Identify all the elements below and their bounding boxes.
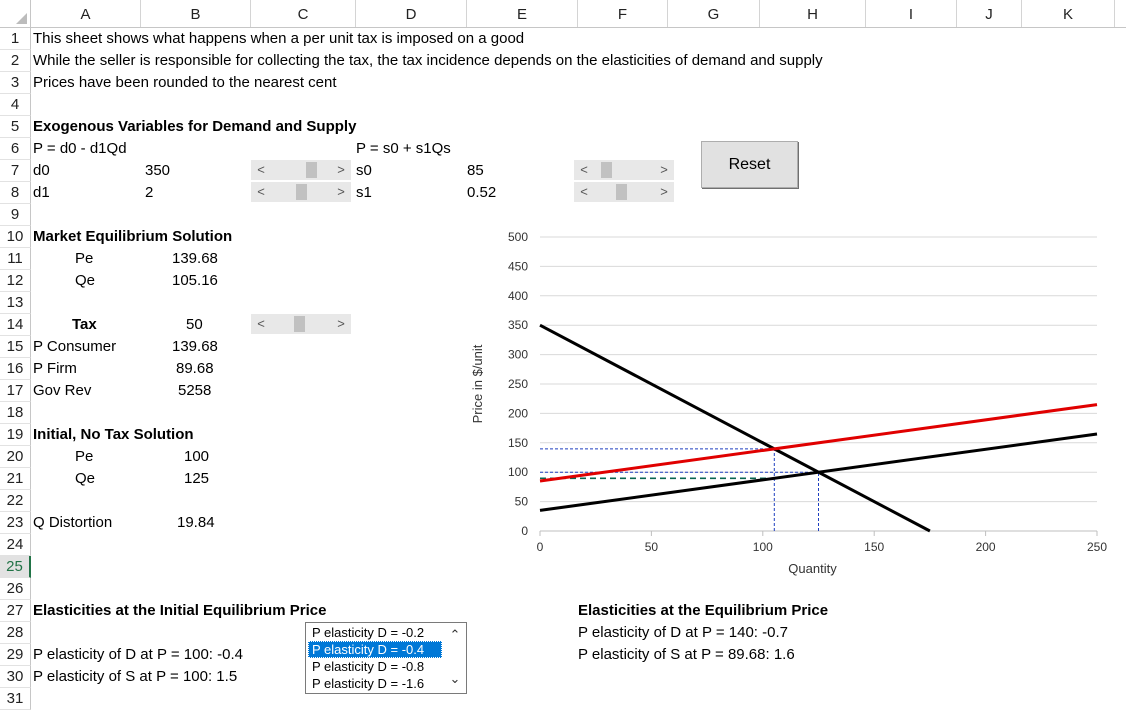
x-tick-label: 200 — [975, 540, 996, 554]
scrollbar-thumb[interactable] — [296, 184, 307, 200]
row-header-30[interactable]: 30 — [0, 666, 31, 688]
cell-a16[interactable]: P Firm — [33, 360, 77, 377]
listbox-item[interactable]: P elasticity D = -1.6 — [312, 676, 425, 691]
x-axis-title: Quantity — [788, 561, 837, 576]
row-header-2[interactable]: 2 — [0, 50, 31, 72]
cell-b12[interactable]: 105.16 — [172, 272, 218, 289]
scroll-right-icon[interactable]: > — [337, 162, 345, 177]
row-header-5[interactable]: 5 — [0, 116, 31, 138]
elasticity-listbox[interactable] — [305, 622, 467, 694]
scrollbar-d1[interactable] — [251, 182, 351, 202]
cell-e7[interactable]: 85 — [467, 162, 484, 179]
scroll-left-icon[interactable]: < — [257, 162, 265, 177]
cell-a23[interactable]: Q Distortion — [33, 514, 113, 531]
cell-b23[interactable]: 19.84 — [177, 514, 215, 531]
cell-d8[interactable]: s1 — [356, 184, 372, 201]
scrollbar-tax[interactable] — [251, 314, 351, 334]
scrollbar-thumb[interactable] — [616, 184, 627, 200]
x-tick-label: 100 — [752, 540, 773, 554]
scroll-right-icon[interactable]: > — [660, 162, 668, 177]
column-header-j[interactable]: J — [957, 0, 1022, 27]
scroll-right-icon[interactable]: > — [660, 184, 668, 199]
cell-a27[interactable]: Elasticities at the Initial Equilibrium Price — [33, 602, 327, 619]
cell-a15[interactable]: P Consumer — [33, 338, 117, 355]
column-header-k[interactable]: K — [1022, 0, 1115, 27]
cell-a8[interactable]: d1 — [33, 184, 50, 201]
scrollbar-thumb[interactable] — [306, 162, 317, 178]
column-header-h[interactable]: H — [760, 0, 866, 27]
x-tick-label: 50 — [644, 540, 659, 554]
row-header-11[interactable]: 11 — [0, 248, 31, 270]
cell-b17[interactable]: 5258 — [178, 382, 212, 399]
cell-d6[interactable]: P = s0 + s1Qs — [356, 140, 451, 157]
column-header-f[interactable]: F — [578, 0, 668, 27]
y-tick-label: 100 — [507, 465, 528, 480]
row-header-14[interactable]: 14 — [0, 314, 31, 336]
y-tick-label: 150 — [507, 435, 528, 450]
scroll-left-icon[interactable]: < — [257, 316, 265, 331]
column-header-c[interactable]: C — [251, 0, 356, 27]
listbox-scrollbar[interactable] — [444, 623, 466, 693]
cell-a6[interactable]: P = d0 - d1Qd — [33, 140, 127, 157]
scroll-left-icon[interactable]: < — [257, 184, 265, 199]
scrollbar-s0[interactable] — [574, 160, 674, 180]
row-header-13[interactable]: 13 — [0, 292, 31, 314]
scrollbar-s1[interactable] — [574, 182, 674, 202]
row-header-31[interactable]: 31 — [0, 688, 31, 710]
cell-b15[interactable]: 139.68 — [172, 338, 218, 355]
cell-a12[interactable]: Qe — [75, 272, 96, 289]
row-header-1[interactable]: 1 — [0, 28, 31, 50]
cell-b20[interactable]: 100 — [184, 448, 210, 465]
cell-a10[interactable]: Market Equilibrium Solution — [33, 228, 233, 245]
row-header-16[interactable]: 16 — [0, 358, 31, 380]
y-tick-label: 200 — [507, 406, 528, 421]
row-header-20[interactable]: 20 — [0, 446, 31, 468]
y-tick-label: 300 — [507, 347, 528, 362]
demand-line — [540, 325, 930, 531]
row-header-24[interactable]: 24 — [0, 534, 31, 556]
row-header-28[interactable]: 28 — [0, 622, 31, 644]
y-tick-label: 350 — [507, 318, 528, 333]
supply-demand-chart — [455, 222, 1120, 582]
listbox-item[interactable]: P elasticity D = -0.4 — [308, 641, 442, 658]
scrollbar-d0[interactable] — [251, 160, 351, 180]
y-tick-label: 50 — [514, 494, 528, 509]
row-header-22[interactable]: 22 — [0, 490, 31, 512]
cell-a3[interactable]: Prices have been rounded to the nearest cent — [33, 74, 337, 91]
row-header-18[interactable]: 18 — [0, 402, 31, 424]
cell-b16[interactable]: 89.68 — [176, 360, 214, 377]
cell-f28[interactable]: P elasticity of D at P = 140: -0.7 — [578, 624, 788, 641]
row-header-17[interactable]: 17 — [0, 380, 31, 402]
column-header-e[interactable]: E — [467, 0, 578, 27]
row-header-4[interactable]: 4 — [0, 94, 31, 116]
row-header-12[interactable]: 12 — [0, 270, 31, 292]
column-header-a[interactable]: A — [31, 0, 141, 27]
row-header-27[interactable]: 27 — [0, 600, 31, 622]
scroll-right-icon[interactable]: > — [337, 184, 345, 199]
cell-a1[interactable]: This sheet shows what happens when a per unit tax is imposed on a good — [33, 30, 525, 47]
scroll-left-icon[interactable]: < — [580, 162, 588, 177]
cell-b8[interactable]: 2 — [145, 184, 154, 201]
scrollbar-thumb[interactable] — [294, 316, 305, 332]
cell-a29[interactable]: P elasticity of D at P = 100: -0.4 — [33, 646, 243, 663]
cell-a11[interactable]: Pe — [75, 250, 94, 267]
cell-a21[interactable]: Qe — [75, 470, 96, 487]
y-tick-label: 500 — [507, 230, 528, 244]
row-header-9[interactable]: 9 — [0, 204, 31, 226]
scrollbar-thumb[interactable] — [601, 162, 612, 178]
x-tick-label: 150 — [864, 540, 885, 554]
column-header-i[interactable]: I — [866, 0, 957, 27]
listbox-item[interactable]: P elasticity D = -0.2 — [312, 625, 425, 640]
row-header-21[interactable]: 21 — [0, 468, 31, 490]
column-header-bar — [0, 0, 1126, 28]
row-header-15[interactable]: 15 — [0, 336, 31, 358]
cell-b11[interactable]: 139.68 — [172, 250, 218, 267]
scroll-up-icon[interactable]: ⌃ — [449, 627, 461, 642]
row-header-25[interactable]: 25 — [0, 556, 31, 578]
row-header-10[interactable]: 10 — [0, 226, 31, 248]
scroll-down-icon[interactable]: ⌄ — [449, 671, 461, 686]
row-header-23[interactable]: 23 — [0, 512, 31, 534]
cell-b21[interactable]: 125 — [184, 470, 210, 487]
cell-a20[interactable]: Pe — [75, 448, 94, 465]
x-tick-label: 0 — [536, 540, 544, 554]
cell-e8[interactable]: 0.52 — [467, 184, 497, 201]
listbox-item[interactable]: P elasticity D = -0.8 — [312, 659, 425, 674]
cell-f27[interactable]: Elasticities at the Equilibrium Price — [578, 602, 829, 619]
column-header-b[interactable]: B — [141, 0, 251, 27]
cell-b7[interactable]: 350 — [145, 162, 171, 179]
cell-a7[interactable]: d0 — [33, 162, 50, 179]
row-header-7[interactable]: 7 — [0, 160, 31, 182]
reset-button[interactable]: Reset — [701, 141, 798, 188]
cell-a19[interactable]: Initial, No Tax Solution — [33, 426, 194, 443]
scroll-left-icon[interactable]: < — [580, 184, 588, 199]
y-tick-label: 450 — [507, 259, 528, 274]
y-tick-label: 250 — [507, 377, 528, 391]
cell-b14[interactable]: 50 — [186, 316, 203, 333]
row-header-8[interactable]: 8 — [0, 182, 31, 204]
row-header-19[interactable]: 19 — [0, 424, 31, 446]
y-tick-label: 0 — [521, 524, 528, 538]
cell-a30[interactable]: P elasticity of S at P = 100: 1.5 — [33, 668, 238, 685]
y-axis-title: Price in $/unit — [470, 344, 485, 424]
y-tick-label: 400 — [507, 288, 528, 303]
cell-a5[interactable]: Exogenous Variables for Demand and Supply — [33, 118, 357, 135]
cell-d7[interactable]: s0 — [356, 162, 372, 179]
cell-f29[interactable]: P elasticity of S at P = 89.68: 1.6 — [578, 646, 795, 663]
column-header-d[interactable]: D — [356, 0, 467, 27]
cell-a2[interactable]: While the seller is responsible for collecting the tax, the tax incidence depends on the elasticities of demand and supply — [33, 52, 823, 69]
cell-a17[interactable]: Gov Rev — [33, 382, 92, 399]
x-tick-label: 250 — [1086, 540, 1108, 554]
row-header-3[interactable]: 3 — [0, 72, 31, 94]
select-all-corner[interactable] — [0, 0, 31, 27]
column-header-g[interactable]: G — [668, 0, 760, 27]
scroll-right-icon[interactable]: > — [337, 316, 345, 331]
row-header-26[interactable]: 26 — [0, 578, 31, 600]
row-header-29[interactable]: 29 — [0, 644, 31, 666]
row-header-6[interactable]: 6 — [0, 138, 31, 160]
cell-a14[interactable]: Tax — [72, 316, 97, 333]
